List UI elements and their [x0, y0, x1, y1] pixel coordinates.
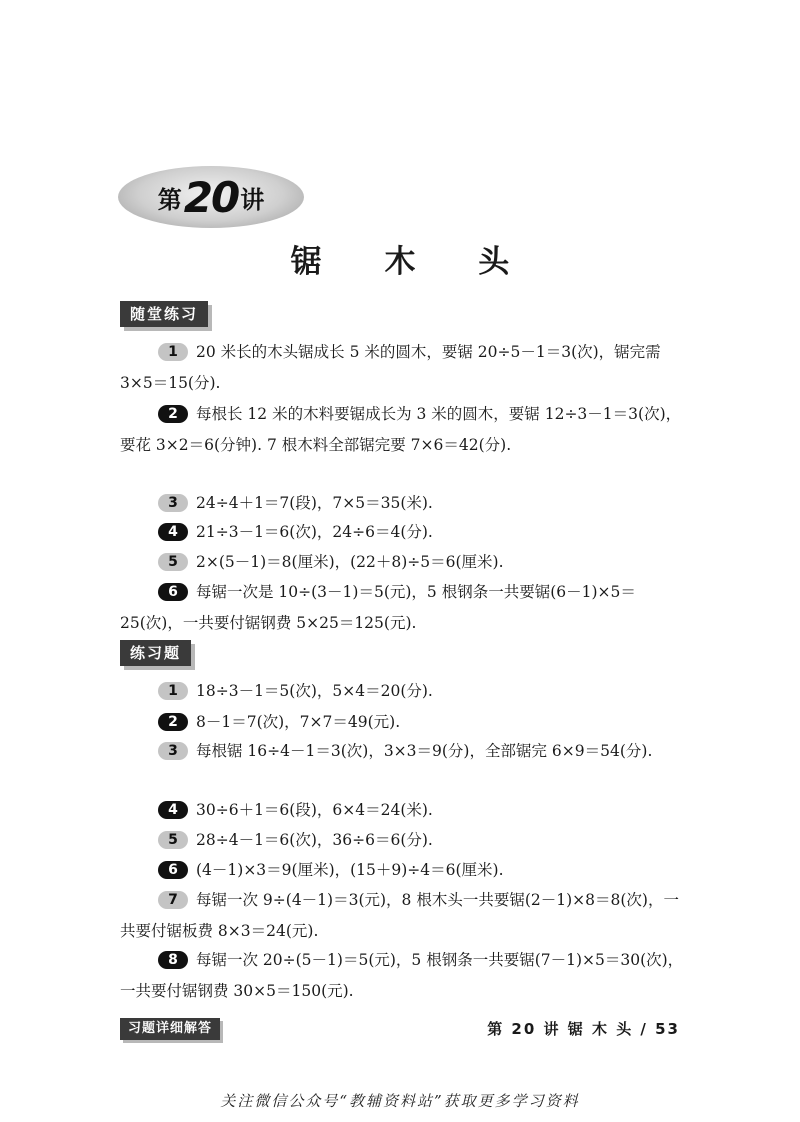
- problem-text: 20 米长的木头锯成长 5 米的圆木，要锯 20÷5－1＝3(次)，锯完需 3×5＝15(分).: [120, 343, 661, 392]
- problem-number-badge: 2: [158, 713, 188, 731]
- practice-item-6: [120, 577, 690, 639]
- lecture-prefix: 第: [157, 185, 182, 214]
- page-footer-title: 第 20 讲 锯 木 头 / 53: [487, 1020, 680, 1038]
- problem-number-badge: 6: [158, 583, 188, 601]
- problem-number-badge: 2: [158, 405, 188, 423]
- page-title: 锯 木 头: [290, 244, 536, 280]
- exercise-item-7: [120, 885, 690, 947]
- problem-number-badge: 1: [158, 682, 188, 700]
- exercise-item-5: [120, 825, 690, 856]
- problem-text: 2×(5－1)＝8(厘米)，(22＋8)÷5＝6(厘米).: [196, 553, 504, 571]
- problem-number-badge: 4: [158, 801, 188, 819]
- section-label-practice: 随堂练习: [120, 301, 208, 327]
- exercise-item-8: [120, 945, 690, 1007]
- exercise-item-6: [120, 855, 690, 886]
- problem-number-badge: 8: [158, 951, 188, 969]
- problem-text: 28÷4－1＝6(次)，36÷6＝6(分).: [196, 831, 433, 849]
- practice-item-1: [120, 337, 690, 399]
- problem-number-badge: 3: [158, 742, 188, 760]
- practice-item-3: [120, 488, 690, 519]
- problem-text: 8－1＝7(次)，7×7＝49(元).: [196, 713, 401, 731]
- watermark-text: 关注微信公众号“教辅资料站”获取更多学习资料: [220, 1092, 580, 1110]
- lecture-suffix: 讲: [240, 185, 265, 214]
- problem-text: 每锯一次 9÷(4－1)＝3(元)，8 根木头一共要锯(2－1)×8＝8(次)，一共要付锯板费 8×3＝24(元).: [120, 891, 679, 940]
- problem-text: 18÷3－1＝5(次)，5×4＝20(分).: [196, 682, 433, 700]
- practice-item-2: [120, 399, 690, 461]
- problem-text: 30÷6＋1＝6(段)，6×4＝24(米).: [196, 801, 433, 819]
- problem-text: 每锯一次是 10÷(3－1)＝5(元)，5 根钢条一共要锯(6－1)×5＝25(次)，一共要付锯钢费 5×25＝125(元).: [120, 583, 636, 632]
- problem-number-badge: 4: [158, 523, 188, 541]
- problem-number-badge: 7: [158, 891, 188, 909]
- problem-text: 24÷4＋1＝7(段)，7×5＝35(米).: [196, 494, 433, 512]
- problem-text: 21÷3－1＝6(次)，24÷6＝4(分).: [196, 523, 433, 541]
- exercise-item-2: [120, 707, 690, 738]
- exercise-item-1: [120, 676, 690, 707]
- problem-number-badge: 1: [158, 343, 188, 361]
- footer-section-label: 习题详细解答: [120, 1018, 220, 1040]
- problem-number-badge: 5: [158, 831, 188, 849]
- problem-text: (4－1)×3＝9(厘米)，(15＋9)÷4＝6(厘米).: [196, 861, 504, 879]
- section-label-exercises: 练习题: [120, 640, 191, 666]
- problem-number-badge: 3: [158, 494, 188, 512]
- lecture-number: 20: [183, 172, 239, 222]
- problem-number-badge: 6: [158, 861, 188, 879]
- problem-text: 每根锯 16÷4－1＝3(次)，3×3＝9(分)，全部锯完 6×9＝54(分).: [196, 742, 653, 760]
- practice-item-4: [120, 517, 690, 548]
- problem-number-badge: 5: [158, 553, 188, 571]
- problem-text: 每锯一次 20÷(5－1)＝5(元)，5 根钢条一共要锯(7－1)×5＝30(次)，一共要付锯钢费 30×5＝150(元).: [120, 951, 684, 1000]
- problem-text: 每根长 12 米的木料要锯成长为 3 米的圆木，要锯 12÷3－1＝3(次)，要花 3×2＝6(分钟). 7 根木料全部锯完要 7×6＝42(分).: [120, 405, 682, 454]
- exercise-item-3: [120, 736, 690, 767]
- exercise-item-4: [120, 795, 690, 826]
- lecture-number-badge: [118, 166, 304, 228]
- practice-item-5: [120, 547, 690, 578]
